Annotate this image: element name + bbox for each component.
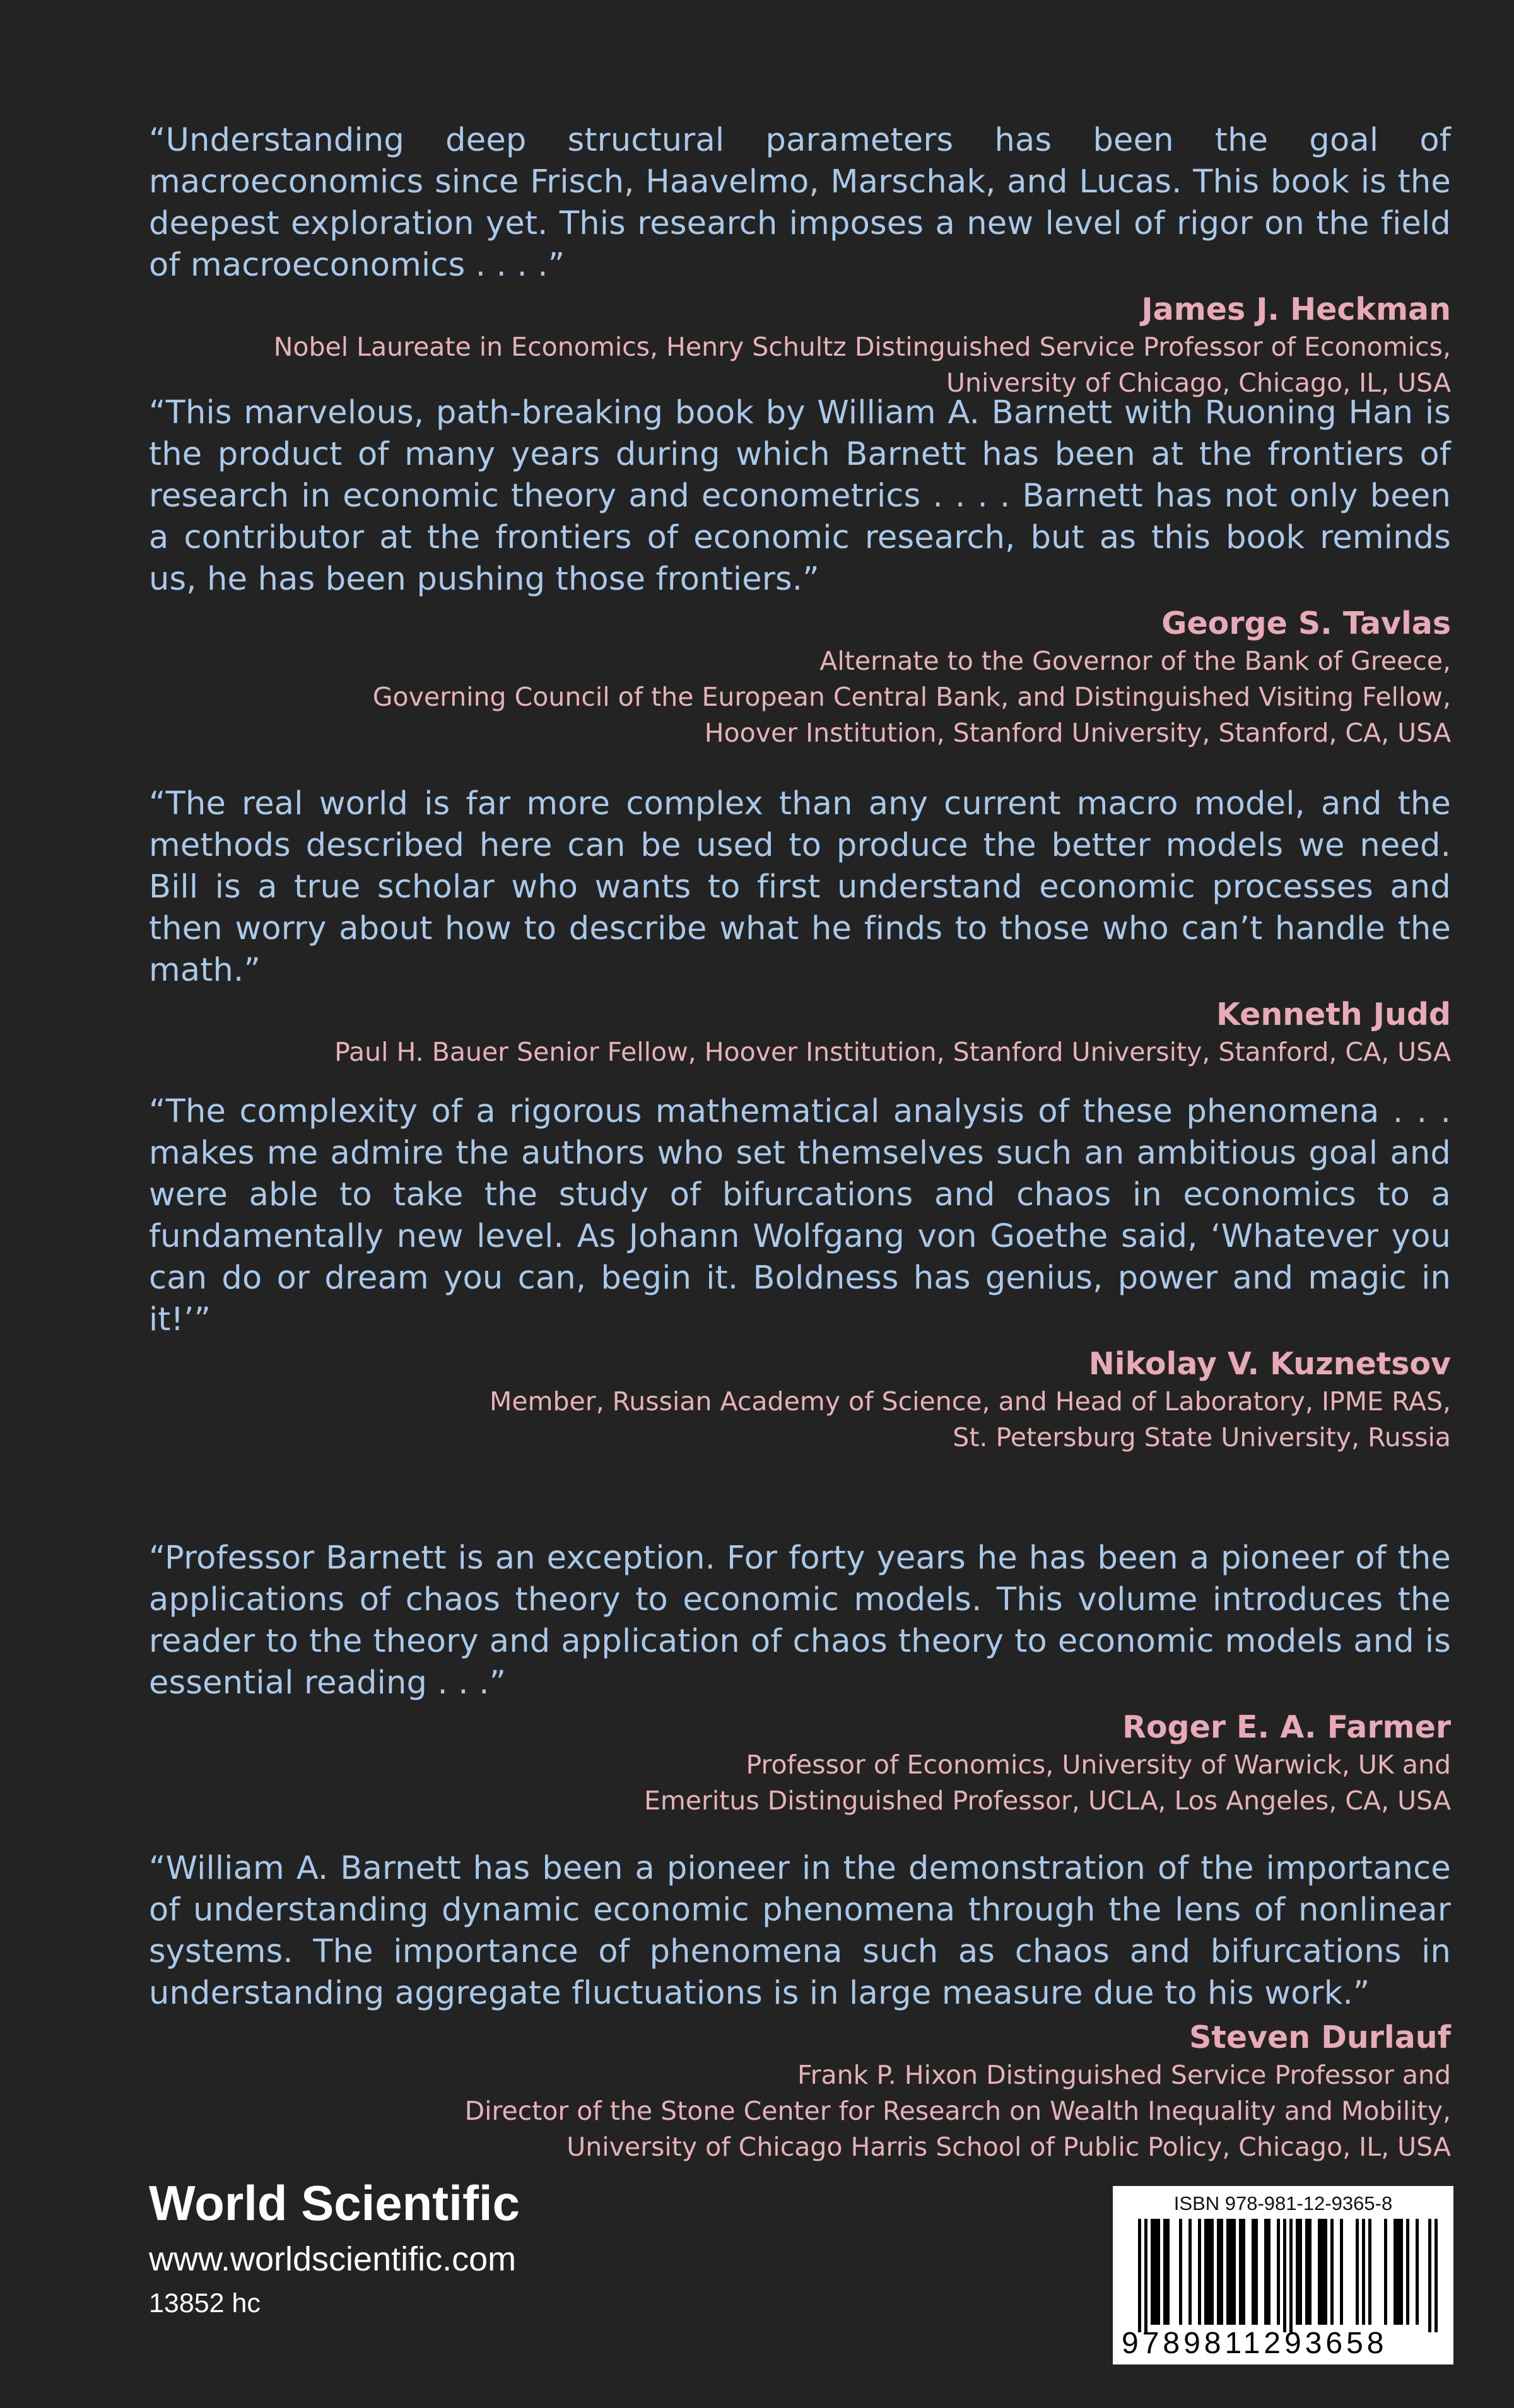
barcode-bar: [1163, 2219, 1166, 2325]
barcode-bar: [1340, 2219, 1343, 2325]
publisher-code: 13852 hc: [149, 2288, 261, 2318]
affiliation-line: University of Chicago, Chicago, IL, USA: [946, 368, 1451, 398]
barcode-bar: [1255, 2219, 1258, 2325]
affiliation-line: Director of the Stone Center for Research on Wealth Inequality and Mobility,: [464, 2096, 1451, 2126]
barcode-bar: [1435, 2219, 1438, 2332]
barcode-bar: [1384, 2219, 1387, 2325]
review-author: Nikolay V. Kuznetsov: [1088, 1346, 1451, 1382]
barcode-bar: [1397, 2219, 1400, 2325]
isbn-label: ISBN 978-981-12-9365-8: [1173, 2192, 1393, 2214]
publisher-name: World Scientific: [149, 2175, 520, 2231]
barcode-bar: [1198, 2219, 1201, 2325]
barcode-bar: [1305, 2219, 1308, 2325]
affiliation-line: Governing Council of the European Central Bank, and Distinguished Visiting Fellow,: [372, 682, 1451, 712]
affiliation-line: Professor of Economics, University of Warwick, UK and: [746, 1750, 1451, 1780]
barcode-bar: [1220, 2219, 1223, 2325]
barcode-bar: [1226, 2219, 1229, 2325]
review-quote: “Understanding deep structural parameters has been the goal of macroeconomics since Frisch, Haavelmo, Marschak, and Lucas. This book is the deepest exploration yet. This research imposes a new level of rigor on the field of macroeconomics . . . .”: [149, 122, 1451, 284]
affiliation-line: University of Chicago Harris School of Public Policy, Chicago, IL, USA: [566, 2132, 1451, 2162]
barcode-bar: [1179, 2219, 1182, 2325]
barcode-bar: [1362, 2219, 1365, 2325]
barcode-bar: [1400, 2219, 1403, 2325]
affiliation-line: Paul H. Bauer Senior Fellow, Hoover Institution, Stanford University, Stanford, CA, USA: [334, 1037, 1451, 1067]
barcode-bar: [1233, 2219, 1236, 2325]
review-author: Kenneth Judd: [1216, 997, 1451, 1032]
barcode-bar: [1154, 2219, 1157, 2325]
barcode-bar: [1296, 2219, 1299, 2325]
review-quote: “This marvelous, path-breaking book by William A. Barnett with Ruoning Han is the product of many years during which Barnett has been at the frontiers of research in economic theory and econometrics . . . . Barnett has not only been a contributor at the frontiers of economic research, but as this book reminds us, he has been pushing those frontiers.”: [149, 394, 1451, 598]
barcode-bar: [1277, 2219, 1280, 2325]
barcode-bar: [1356, 2219, 1359, 2325]
affiliation-line: Alternate to the Governor of the Bank of Greece,: [819, 646, 1451, 676]
barcode-bar: [1428, 2219, 1431, 2332]
barcode-bar: [1416, 2219, 1419, 2325]
barcode-digits: 9789811293658: [1122, 2327, 1388, 2360]
barcode-bar: [1242, 2219, 1245, 2325]
review-author: Steven Durlauf: [1189, 2019, 1451, 2055]
review-affiliation: [149, 329, 1451, 401]
review-kuznetsov: [149, 1091, 1451, 1456]
barcode-bar: [1368, 2219, 1371, 2325]
barcode-bar: [1151, 2219, 1154, 2325]
review-quote: “William A. Barnett has been a pioneer in the demonstration of the importance of understanding dynamic economic phenomena through the lens of nonlinear systems. The importance of phenomena such as chaos and bifurcations in understanding aggregate fluctuations is in large measure due to his work.”: [149, 1850, 1451, 2012]
review-durlauf: [149, 1848, 1451, 2165]
review-judd: [149, 783, 1451, 1070]
barcode-bar: [1406, 2219, 1409, 2325]
barcode-bar: [1318, 2219, 1321, 2325]
review-farmer: [149, 1538, 1451, 1819]
barcode-bar: [1299, 2219, 1302, 2325]
isbn-barcode: [1113, 2186, 1453, 2364]
barcode-bar: [1283, 2219, 1286, 2332]
barcode-bar: [1157, 2219, 1160, 2325]
barcode-bar: [1188, 2219, 1192, 2325]
review-affiliation: [149, 1034, 1451, 1070]
affiliation-line: Member, Russian Academy of Science, and Head of Laboratory, IPME RAS,: [489, 1386, 1451, 1417]
review-quote: “Professor Barnett is an exception. For forty years he has been a pioneer of the applications of chaos theory to economic models. This volume introduces the reader to the theory and application of chaos theory to economic models and is essential reading . . .”: [149, 1540, 1451, 1702]
review-heckman: [149, 120, 1451, 401]
barcode-bar: [1144, 2219, 1147, 2332]
review-author: George S. Tavlas: [1161, 605, 1451, 641]
review-affiliation: [149, 2057, 1451, 2165]
affiliation-line: Nobel Laureate in Economics, Henry Schultz Distinguished Service Professor of Economics,: [273, 332, 1451, 362]
review-author: James J. Heckman: [1141, 291, 1451, 327]
review-author: Roger E. A. Farmer: [1122, 1709, 1451, 1745]
barcode-bar: [1267, 2219, 1270, 2325]
review-tavlas: [149, 392, 1451, 751]
barcode-bar: [1324, 2219, 1327, 2325]
review-quote: “The complexity of a rigorous mathematical analysis of these phenomena . . . makes me admire the authors who set themselves such an ambitious goal and were able to take the study of bifurcations and chaos in economics to a fundamentally new level. As Johann Wolfgang von Goethe said, ‘Whatever you can do or dream you can, begin it. Boldness has genius, power and magic in it!’”: [149, 1093, 1451, 1338]
affiliation-line: Hoover Institution, Stanford University, Stanford, CA, USA: [704, 718, 1451, 748]
barcode-bar: [1166, 2219, 1170, 2325]
barcode-bar: [1289, 2219, 1293, 2332]
barcode-bar: [1394, 2219, 1397, 2325]
review-quote: “The real world is far more complex than any current macro model, and the methods described here can be used to produce the better models we need. Bill is a true scholar who wants to first understand economic processes and then worry about how to describe what he finds to those who can’t handle the math.”: [149, 785, 1451, 989]
barcode-bar: [1138, 2219, 1141, 2332]
barcode-bar: [1330, 2219, 1334, 2325]
barcode-bar: [1264, 2219, 1267, 2325]
barcode-bar: [1204, 2219, 1207, 2325]
affiliation-line: Frank P. Hixon Distinguished Service Professor and: [797, 2060, 1451, 2090]
publisher-url: www.worldscientific.com: [149, 2240, 517, 2278]
barcode-bar: [1308, 2219, 1312, 2325]
barcode-bar: [1321, 2219, 1324, 2325]
barcode-bar: [1252, 2219, 1255, 2325]
affiliation-line: Emeritus Distinguished Professor, UCLA, Los Angeles, CA, USA: [643, 1786, 1451, 1816]
review-affiliation: [149, 1384, 1451, 1456]
review-affiliation: [149, 643, 1451, 751]
affiliation-line: St. Petersburg State University, Russia: [953, 1422, 1451, 1452]
barcode-bar: [1211, 2219, 1214, 2325]
barcode-bar: [1217, 2219, 1220, 2325]
barcode-bar: [1207, 2219, 1211, 2325]
review-affiliation: [149, 1747, 1451, 1819]
publisher-block: [149, 2175, 520, 2323]
barcode-bar: [1239, 2219, 1242, 2325]
barcode-bar: [1229, 2219, 1233, 2325]
